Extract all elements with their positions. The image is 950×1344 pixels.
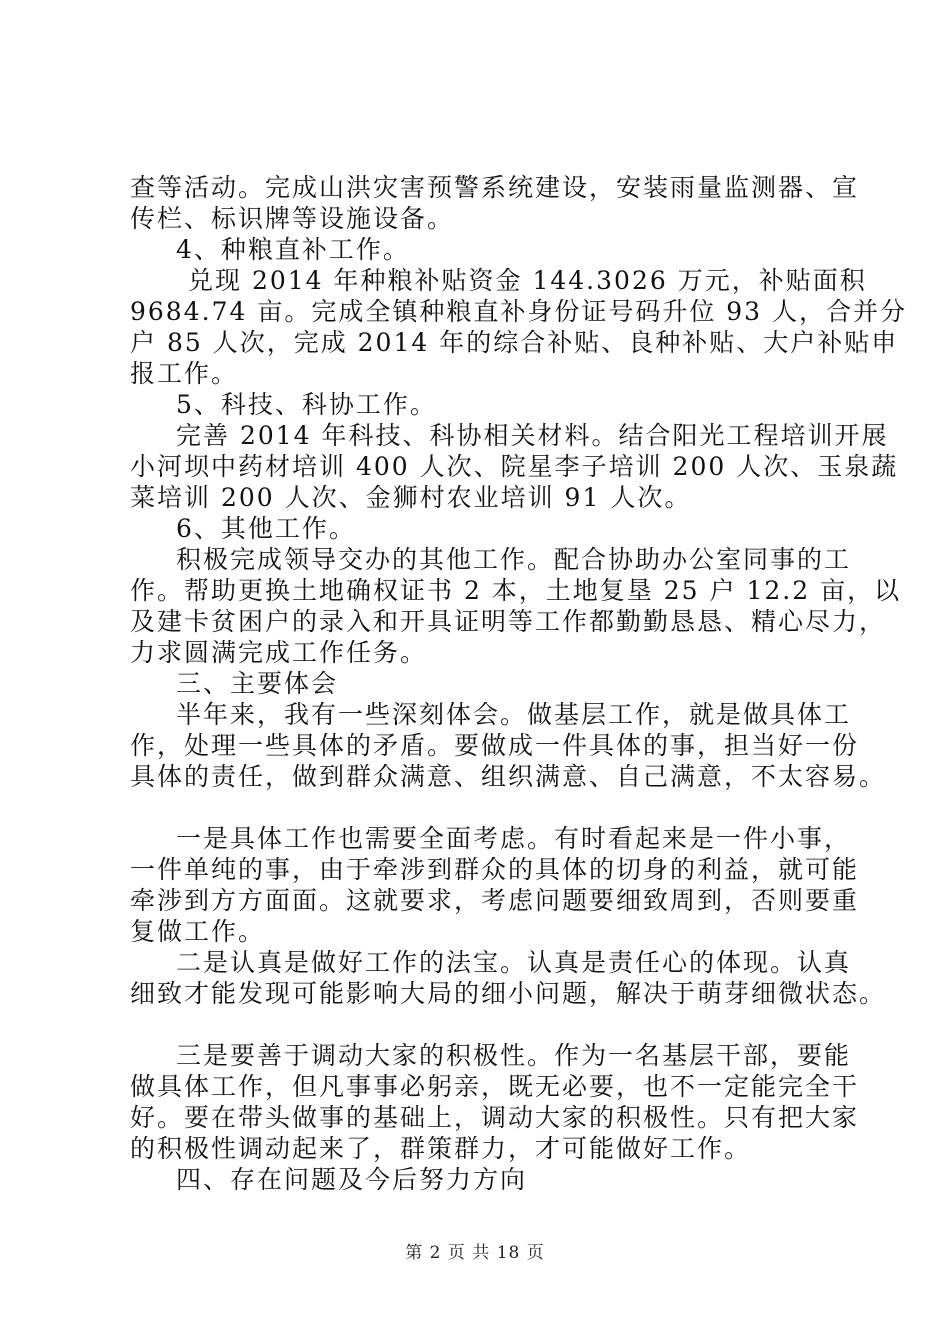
page-number-footer: 第 2 页 共 18 页	[405, 1243, 545, 1263]
section-heading: 四、存在问题及今后努力方向	[176, 1165, 528, 1194]
paragraph-gap	[130, 1009, 846, 1040]
text-line: 力求圆满完成工作任务。	[130, 638, 428, 667]
text-line: 好。要在带头做事的基础上，调动大家的积极性。只有把大家	[130, 1103, 860, 1132]
text-line: 兑现 2014 年种粮补贴资金 144.3026 万元，补贴面积	[188, 266, 867, 295]
paragraph-gap	[130, 792, 846, 823]
text-line: 三是要善于调动大家的积极性。作为一名基层干部，要能	[176, 1041, 852, 1070]
section-heading: 5、科技、科协工作。	[176, 390, 437, 419]
text-line: 完善 2014 年科技、科协相关材料。结合阳光工程培训开展	[176, 421, 889, 450]
document-body	[130, 172, 908, 1195]
text-line: 小河坝中药材培训 400 人次、院星李子培训 200 人次、玉泉蔬	[130, 452, 899, 481]
section-heading: 6、其他工作。	[176, 514, 356, 543]
text-line: 半年来，我有一些深刻体会。做基层工作，就是做具体工	[176, 700, 852, 729]
text-line: 9684.74 亩。完成全镇种粮直补身份证号码升位 93 人，合并分	[130, 297, 908, 326]
text-line: 报工作。	[130, 359, 239, 388]
section-heading: 4、种粮直补工作。	[176, 235, 410, 264]
text-line: 菜培训 200 人次、金狮村农业培训 91 人次。	[130, 483, 692, 512]
text-line: 具体的责任，做到群众满意、组织满意、自己满意，不太容易。	[130, 762, 887, 791]
text-line: 一是具体工作也需要全面考虑。有时看起来是一件小事，	[176, 824, 852, 853]
text-line: 户 85 人次，完成 2014 年的综合补贴、良种补贴、大户补贴申	[130, 328, 899, 357]
text-line: 牵涉到方方面面。这就要求，考虑问题要细致周到，否则要重	[130, 886, 860, 915]
text-line: 及建卡贫困户的录入和开具证明等工作都勤勤恳恳、精心尽力，	[130, 607, 887, 636]
text-line: 查等活动。完成山洪灾害预警系统建设，安装雨量监测器、宣	[130, 173, 860, 202]
text-line: 二是认真是做好工作的法宝。认真是责任心的体现。认真	[176, 948, 852, 977]
text-line: 复做工作。	[130, 917, 266, 946]
text-line: 作，处理一些具体的矛盾。要做成一件具体的事，担当好一份	[130, 731, 860, 760]
text-line: 作。帮助更换土地确权证书 2 本，土地复垦 25 户 12.2 亩，以	[130, 576, 902, 605]
text-line: 一件单纯的事，由于牵涉到群众的具体的切身的利益，就可能	[130, 855, 860, 884]
text-line: 积极完成领导交办的其他工作。配合协助办公室同事的工	[176, 545, 852, 574]
text-line: 传栏、标识牌等设施设备。	[130, 204, 455, 233]
text-line: 做具体工作，但凡事事必躬亲，既无必要，也不一定能完全干	[130, 1072, 860, 1101]
section-heading: 三、主要体会	[176, 669, 339, 698]
text-line: 细致才能发现可能影响大局的细小问题，解决于萌芽细微状态。	[130, 979, 887, 1008]
text-line: 的积极性调动起来了，群策群力，才可能做好工作。	[130, 1134, 752, 1163]
